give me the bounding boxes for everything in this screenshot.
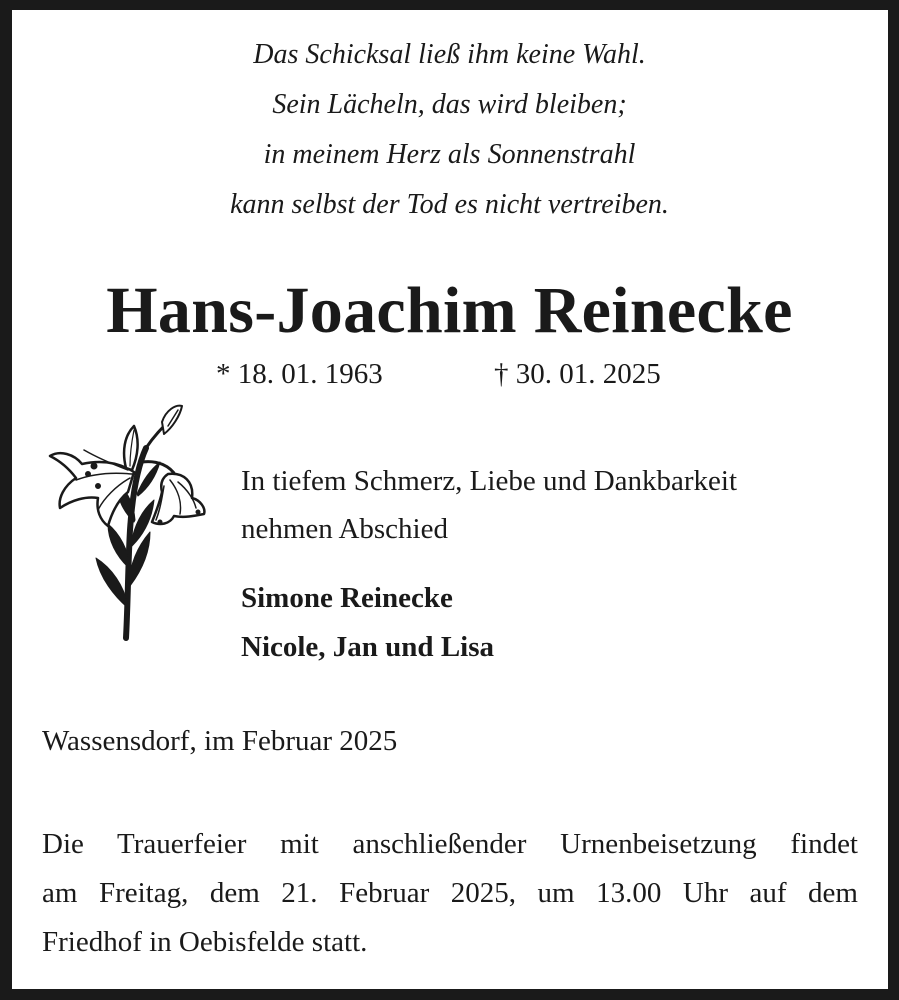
funeral-notice-line: am Freitag, dem 21. Februar 2025, um 13.00 Uhr auf dem xyxy=(42,877,858,909)
poem-line: kann selbst der Tod es nicht vertreiben. xyxy=(230,189,669,220)
mourning-line: nehmen Abschied xyxy=(241,513,448,545)
poem-line: Das Schicksal ließ ihm keine Wahl. xyxy=(253,39,646,70)
place-date: Wassensdorf, im Februar 2025 xyxy=(42,725,398,757)
mourner-names xyxy=(241,574,494,672)
poem-line: in meinem Herz als Sonnenstrahl xyxy=(263,139,636,170)
mourner-name: Simone Reinecke xyxy=(241,582,453,614)
funeral-notice-line: Friedhof in Oebisfelde statt. xyxy=(42,926,368,958)
mourner-name: Nicole, Jan und Lisa xyxy=(241,631,494,663)
deceased-name: Hans-Joachim Reinecke xyxy=(106,274,793,347)
death-date: † 30. 01. 2025 xyxy=(494,358,661,390)
poem xyxy=(0,30,899,230)
birth-date: * 18. 01. 1963 xyxy=(216,358,383,390)
mourning-line: In tiefem Schmerz, Liebe und Dankbarkeit xyxy=(241,465,738,497)
lily-flower-icon xyxy=(42,400,214,644)
funeral-notice-line: Die Trauerfeier mit anschließender Urnenbeisetzung findet xyxy=(42,828,858,860)
funeral-notice xyxy=(42,820,858,967)
poem-line: Sein Lächeln, das wird bleiben; xyxy=(272,89,627,120)
mourning-message xyxy=(241,457,737,553)
